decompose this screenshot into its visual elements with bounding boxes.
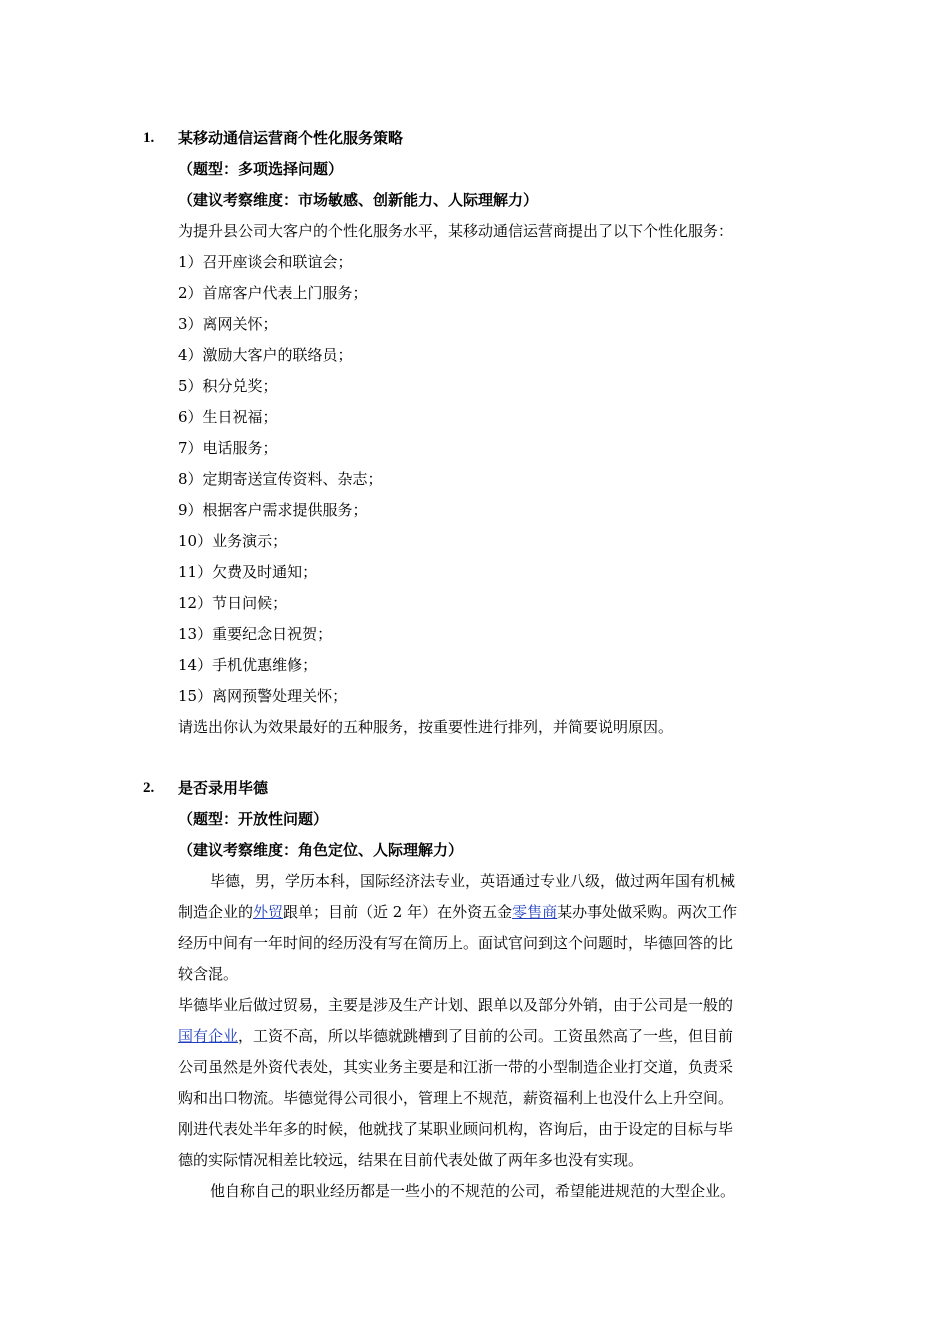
section-1-number: 1.: [143, 130, 155, 146]
paragraph-1-text-a: 制造企业的: [178, 903, 254, 921]
paragraph-3: 他自称自己的职业经历都是一些小的不规范的公司，希望能进规范的大型企业。: [210, 1182, 736, 1200]
list-item: 6）生日祝福；: [178, 408, 278, 426]
section-1-title: 某移动通信运营商个性化服务策略: [178, 129, 404, 147]
paragraph-2-line-2: [178, 1026, 733, 1046]
section-2-type: （题型：开放性问题）: [178, 810, 329, 828]
list-item: 2）首席客户代表上门服务；: [178, 284, 368, 302]
list-item: 9）根据客户需求提供服务；: [178, 501, 368, 519]
paragraph-2-line-3: 公司虽然是外资代表处，其实业务主要是和江浙一带的小型制造企业打交道，负责采: [178, 1058, 734, 1076]
section-2-title: 是否录用毕德: [178, 779, 269, 797]
list-item: 8）定期寄送宣传资料、杂志；: [178, 470, 383, 488]
list-item: 10）业务演示；: [178, 532, 288, 550]
paragraph-2-text-b: ，工资不高，所以毕德就跳槽到了目前的公司。工资虽然高了一些，但目前: [238, 1027, 734, 1045]
list-item: 7）电话服务；: [178, 439, 278, 457]
section-1-intro: 为提升县公司大客户的个性化服务水平，某移动通信运营商提出了以下个性化服务：: [178, 222, 734, 240]
section-1-question: 请选出你认为效果最好的五种服务，按重要性进行排列，并简要说明原因。: [178, 718, 674, 736]
paragraph-1-line-4: 较含混。: [178, 965, 239, 983]
section-2-number: 2.: [143, 780, 155, 796]
list-item: 4）激励大客户的联络员；: [178, 346, 353, 364]
link-foreign-trade[interactable]: 外贸: [253, 903, 284, 921]
list-item: 15）离网预警处理关怀；: [178, 687, 348, 705]
list-item: 14）手机优惠维修；: [178, 656, 318, 674]
paragraph-1-line-3: 经历中间有一年时间的经历没有写在简历上。面试官问到这个问题时，毕德回答的比: [178, 934, 734, 952]
list-item: 5）积分兑奖；: [178, 377, 278, 395]
list-item: 12）节日问候；: [178, 594, 288, 612]
paragraph-2-line-4: 购和出口物流。毕德觉得公司很小，管理上不规范，薪资福利上也没什么上升空间。: [178, 1089, 734, 1107]
paragraph-1-line-1: 毕德，男，学历本科，国际经济法专业，英语通过专业八级，做过两年国有机械: [210, 872, 736, 890]
section-1-type: （题型：多项选择问题）: [178, 160, 344, 178]
link-state-owned-enterprise[interactable]: 国有企业: [178, 1027, 239, 1045]
list-item: 3）离网关怀；: [178, 315, 278, 333]
paragraph-2-line-5: 刚进代表处半年多的时候，他就找了某职业顾问机构，咨询后，由于设定的目标与毕: [178, 1120, 734, 1138]
paragraph-1-text-b: 跟单；目前（近 2 年）在外资五金: [283, 903, 513, 921]
list-item: 11）欠费及时通知；: [178, 563, 318, 581]
section-2-dimension: （建议考察维度：角色定位、人际理解力）: [178, 841, 464, 859]
list-item: 1）召开座谈会和联谊会；: [178, 253, 353, 271]
paragraph-1-text-c: 某办事处做采购。两次工作: [557, 903, 738, 921]
link-retailer[interactable]: 零售商: [512, 903, 558, 921]
paragraph-1-line-2: [178, 902, 737, 922]
section-1-dimension: （建议考察维度：市场敏感、创新能力、人际理解力）: [178, 191, 539, 209]
list-item: 13）重要纪念日祝贺；: [178, 625, 333, 643]
paragraph-2-line-1: 毕德毕业后做过贸易，主要是涉及生产计划、跟单以及部分外销，由于公司是一般的: [178, 996, 734, 1014]
paragraph-2-line-6: 德的实际情况相差比较远，结果在目前代表处做了两年多也没有实现。: [178, 1151, 644, 1169]
